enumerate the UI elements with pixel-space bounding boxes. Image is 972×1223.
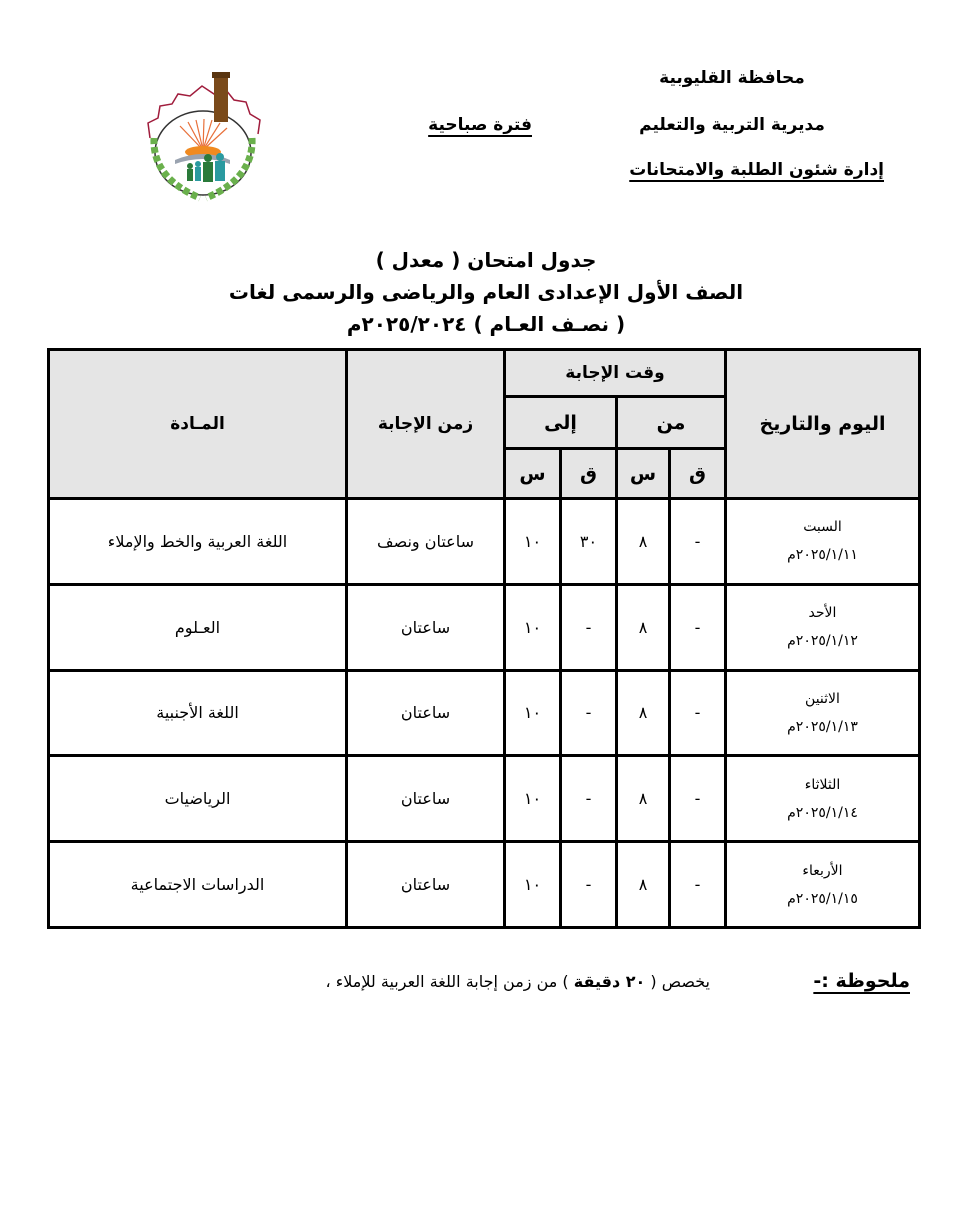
note-label: ملحوظة :- (813, 970, 910, 992)
table-row (49, 499, 920, 585)
day-date-cell (726, 670, 920, 756)
header-from-minute: ق (670, 449, 726, 499)
to-hour: ١٠ (505, 670, 561, 756)
header-to-minute: ق (561, 449, 617, 499)
table-row (49, 670, 920, 756)
to-minute: - (561, 584, 617, 670)
from-minute: - (670, 756, 726, 842)
day-date-cell (726, 756, 920, 842)
table-row (49, 584, 920, 670)
to-minute: - (561, 842, 617, 928)
exam-date: ٢٠٢٥/١/١١م (787, 547, 858, 564)
department-name: إدارة شئون الطلبة والامتحانات (629, 160, 884, 180)
duration: ساعتان (347, 670, 505, 756)
day-name: الاثنين (805, 690, 840, 707)
header-to: إلى (505, 397, 617, 449)
duration: ساعتان (347, 842, 505, 928)
exam-date: ٢٠٢٥/١/١٥م (787, 890, 858, 907)
from-minute: - (670, 842, 726, 928)
subject: اللغة العربية والخط والإملاء (49, 499, 347, 585)
to-hour: ١٠ (505, 499, 561, 585)
subject: اللغة الأجنبية (49, 670, 347, 756)
exam-schedule-table (47, 348, 921, 929)
day-date-cell (726, 584, 920, 670)
header-duration: زمن الإجابة (347, 350, 505, 499)
day-name: الأربعاء (802, 862, 843, 879)
governorate-name: محافظة القليوبية (659, 68, 805, 88)
from-hour: ٨ (617, 756, 670, 842)
header-from: من (617, 397, 726, 449)
from-minute: - (670, 584, 726, 670)
subject: الرياضيات (49, 756, 347, 842)
logo-emblem-icon (130, 68, 275, 203)
directorate-logo (130, 68, 275, 203)
duration: ساعتان (347, 584, 505, 670)
to-minute: ٣٠ (561, 499, 617, 585)
directorate-name: مديرية التربية والتعليم (639, 115, 825, 135)
duration: ساعتان ونصف (347, 499, 505, 585)
to-minute: - (561, 756, 617, 842)
header-to-hour: س (505, 449, 561, 499)
day-date-cell (726, 499, 920, 585)
exam-date: ٢٠٢٥/١/١٤م (787, 804, 858, 821)
grade-title: الصف الأول الإعدادى العام والرياضى والرسمى لغات (228, 280, 744, 304)
exam-date: ٢٠٢٥/١/١٢م (787, 633, 858, 650)
from-hour: ٨ (617, 499, 670, 585)
exam-period: فترة صباحية (428, 115, 532, 135)
note-text-before: يخصص ( (650, 972, 710, 991)
to-minute: - (561, 670, 617, 756)
from-minute: - (670, 670, 726, 756)
to-hour: ١٠ (505, 756, 561, 842)
term-title: ( نصـف العـام ) ٢٠٢٥/٢٠٢٤م (346, 312, 626, 336)
day-date-cell (726, 842, 920, 928)
note-text-after: ) من زمن إجابة اللغة العربية للإملاء ، (325, 972, 569, 991)
from-hour: ٨ (617, 670, 670, 756)
day-name: الأحد (808, 605, 837, 622)
note-text (325, 972, 710, 991)
day-name: السبت (803, 519, 842, 536)
note-text-bold: ٢٠ دقيقة (573, 972, 646, 991)
to-hour: ١٠ (505, 842, 561, 928)
to-hour: ١٠ (505, 584, 561, 670)
day-name: الثلاثاء (804, 776, 841, 793)
header-subject: المـادة (49, 350, 347, 499)
exam-date: ٢٠٢٥/١/١٣م (787, 718, 858, 735)
subject: الدراسات الاجتماعية (49, 842, 347, 928)
table-row (49, 756, 920, 842)
from-hour: ٨ (617, 842, 670, 928)
header-day-date: اليوم والتاريخ (726, 350, 920, 499)
from-hour: ٨ (617, 584, 670, 670)
table-row (49, 842, 920, 928)
schedule-title: جدول امتحان ( معدل ) (375, 248, 597, 272)
subject: العـلوم (49, 584, 347, 670)
from-minute: - (670, 499, 726, 585)
header-from-hour: س (617, 449, 670, 499)
duration: ساعتان (347, 756, 505, 842)
header-answer-time: وقت الإجابة (505, 350, 726, 397)
